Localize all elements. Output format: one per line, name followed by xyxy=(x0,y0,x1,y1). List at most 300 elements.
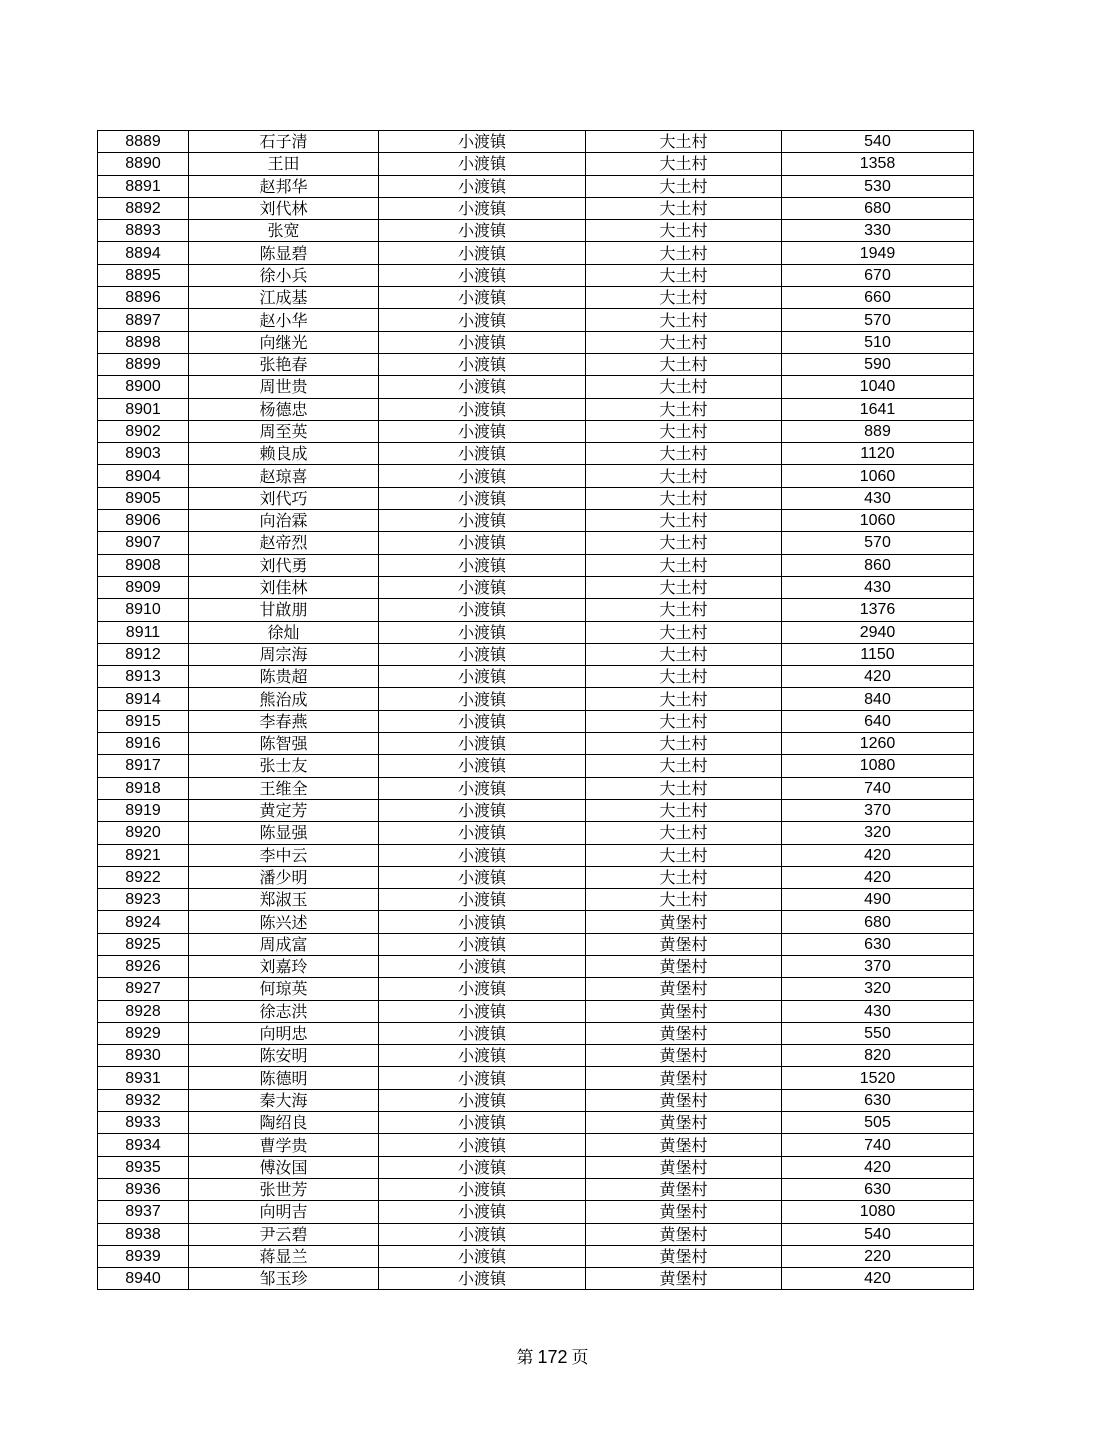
town-cell: 小渡镇 xyxy=(379,1112,586,1134)
page-footer xyxy=(0,1343,1105,1368)
table-row xyxy=(98,510,974,532)
town-cell: 小渡镇 xyxy=(379,955,586,977)
amount-cell: 670 xyxy=(782,264,974,286)
village-cell: 大土村 xyxy=(586,353,782,375)
name-cell: 刘代林 xyxy=(189,197,379,219)
amount-cell: 640 xyxy=(782,710,974,732)
name-cell: 陈显强 xyxy=(189,822,379,844)
table-row xyxy=(98,153,974,175)
row-number-cell: 8929 xyxy=(98,1022,189,1044)
amount-cell: 550 xyxy=(782,1022,974,1044)
roster-table xyxy=(97,130,974,1290)
name-cell: 陈智强 xyxy=(189,733,379,755)
table-row xyxy=(98,599,974,621)
name-cell: 王维全 xyxy=(189,777,379,799)
amount-cell: 1060 xyxy=(782,465,974,487)
amount-cell: 1949 xyxy=(782,242,974,264)
village-cell: 黄堡村 xyxy=(586,911,782,933)
town-cell: 小渡镇 xyxy=(379,554,586,576)
amount-cell: 540 xyxy=(782,1223,974,1245)
town-cell: 小渡镇 xyxy=(379,1268,586,1290)
name-cell: 向明吉 xyxy=(189,1201,379,1223)
village-cell: 大土村 xyxy=(586,621,782,643)
amount-cell: 1040 xyxy=(782,376,974,398)
row-number-cell: 8938 xyxy=(98,1223,189,1245)
village-cell: 黄堡村 xyxy=(586,1067,782,1089)
table-row xyxy=(98,822,974,844)
town-cell: 小渡镇 xyxy=(379,398,586,420)
name-cell: 熊治成 xyxy=(189,688,379,710)
name-cell: 何琼英 xyxy=(189,978,379,1000)
roster-table-body xyxy=(98,131,974,1290)
amount-cell: 889 xyxy=(782,420,974,442)
row-number-cell: 8939 xyxy=(98,1245,189,1267)
village-cell: 大土村 xyxy=(586,599,782,621)
town-cell: 小渡镇 xyxy=(379,1245,586,1267)
table-row xyxy=(98,398,974,420)
town-cell: 小渡镇 xyxy=(379,1067,586,1089)
village-cell: 大土村 xyxy=(586,242,782,264)
village-cell: 黄堡村 xyxy=(586,1022,782,1044)
amount-cell: 420 xyxy=(782,1156,974,1178)
table-row xyxy=(98,733,974,755)
name-cell: 陈德明 xyxy=(189,1067,379,1089)
table-row xyxy=(98,465,974,487)
amount-cell: 1358 xyxy=(782,153,974,175)
row-number-cell: 8933 xyxy=(98,1112,189,1134)
table-row xyxy=(98,576,974,598)
amount-cell: 220 xyxy=(782,1245,974,1267)
amount-cell: 630 xyxy=(782,1089,974,1111)
town-cell: 小渡镇 xyxy=(379,576,586,598)
village-cell: 大土村 xyxy=(586,799,782,821)
town-cell: 小渡镇 xyxy=(379,733,586,755)
name-cell: 江成基 xyxy=(189,287,379,309)
name-cell: 陈显碧 xyxy=(189,242,379,264)
village-cell: 大土村 xyxy=(586,487,782,509)
name-cell: 刘嘉玲 xyxy=(189,955,379,977)
table-row xyxy=(98,911,974,933)
table-row xyxy=(98,866,974,888)
name-cell: 赖良成 xyxy=(189,443,379,465)
town-cell: 小渡镇 xyxy=(379,242,586,264)
village-cell: 黄堡村 xyxy=(586,1089,782,1111)
town-cell: 小渡镇 xyxy=(379,621,586,643)
town-cell: 小渡镇 xyxy=(379,1000,586,1022)
amount-cell: 320 xyxy=(782,822,974,844)
town-cell: 小渡镇 xyxy=(379,487,586,509)
amount-cell: 370 xyxy=(782,799,974,821)
table-row xyxy=(98,197,974,219)
town-cell: 小渡镇 xyxy=(379,1178,586,1200)
village-cell: 黄堡村 xyxy=(586,1268,782,1290)
amount-cell: 1376 xyxy=(782,599,974,621)
amount-cell: 510 xyxy=(782,331,974,353)
town-cell: 小渡镇 xyxy=(379,175,586,197)
row-number-cell: 8927 xyxy=(98,978,189,1000)
table-row xyxy=(98,1178,974,1200)
row-number-cell: 8921 xyxy=(98,844,189,866)
village-cell: 大土村 xyxy=(586,376,782,398)
table-row xyxy=(98,287,974,309)
village-cell: 大土村 xyxy=(586,331,782,353)
row-number-cell: 8936 xyxy=(98,1178,189,1200)
village-cell: 大土村 xyxy=(586,844,782,866)
row-number-cell: 8902 xyxy=(98,420,189,442)
village-cell: 大土村 xyxy=(586,822,782,844)
name-cell: 蒋显兰 xyxy=(189,1245,379,1267)
table-row xyxy=(98,1201,974,1223)
amount-cell: 570 xyxy=(782,309,974,331)
name-cell: 赵小华 xyxy=(189,309,379,331)
village-cell: 大土村 xyxy=(586,532,782,554)
amount-cell: 430 xyxy=(782,576,974,598)
row-number-cell: 8908 xyxy=(98,554,189,576)
amount-cell: 540 xyxy=(782,131,974,153)
amount-cell: 320 xyxy=(782,978,974,1000)
name-cell: 石子清 xyxy=(189,131,379,153)
village-cell: 黄堡村 xyxy=(586,1201,782,1223)
row-number-cell: 8918 xyxy=(98,777,189,799)
table-row xyxy=(98,554,974,576)
village-cell: 大土村 xyxy=(586,777,782,799)
table-row xyxy=(98,799,974,821)
amount-cell: 420 xyxy=(782,666,974,688)
town-cell: 小渡镇 xyxy=(379,755,586,777)
table-row xyxy=(98,1268,974,1290)
village-cell: 大土村 xyxy=(586,510,782,532)
table-row xyxy=(98,1245,974,1267)
town-cell: 小渡镇 xyxy=(379,666,586,688)
row-number-cell: 8904 xyxy=(98,465,189,487)
row-number-cell: 8914 xyxy=(98,688,189,710)
village-cell: 大土村 xyxy=(586,264,782,286)
amount-cell: 530 xyxy=(782,175,974,197)
village-cell: 大土村 xyxy=(586,175,782,197)
row-number-cell: 8894 xyxy=(98,242,189,264)
town-cell: 小渡镇 xyxy=(379,710,586,732)
table-row xyxy=(98,1134,974,1156)
row-number-cell: 8932 xyxy=(98,1089,189,1111)
row-number-cell: 8913 xyxy=(98,666,189,688)
amount-cell: 680 xyxy=(782,197,974,219)
row-number-cell: 8903 xyxy=(98,443,189,465)
amount-cell: 1120 xyxy=(782,443,974,465)
name-cell: 邹玉珍 xyxy=(189,1268,379,1290)
table-row xyxy=(98,1112,974,1134)
name-cell: 张世芳 xyxy=(189,1178,379,1200)
amount-cell: 370 xyxy=(782,955,974,977)
table-row xyxy=(98,844,974,866)
amount-cell: 1520 xyxy=(782,1067,974,1089)
amount-cell: 1150 xyxy=(782,643,974,665)
amount-cell: 420 xyxy=(782,866,974,888)
row-number-cell: 8928 xyxy=(98,1000,189,1022)
row-number-cell: 8901 xyxy=(98,398,189,420)
table-row xyxy=(98,666,974,688)
town-cell: 小渡镇 xyxy=(379,1134,586,1156)
town-cell: 小渡镇 xyxy=(379,331,586,353)
table-row xyxy=(98,420,974,442)
amount-cell: 420 xyxy=(782,1268,974,1290)
village-cell: 大土村 xyxy=(586,755,782,777)
row-number-cell: 8892 xyxy=(98,197,189,219)
table-row xyxy=(98,532,974,554)
name-cell: 徐小兵 xyxy=(189,264,379,286)
amount-cell: 820 xyxy=(782,1045,974,1067)
amount-cell: 680 xyxy=(782,911,974,933)
name-cell: 李春燕 xyxy=(189,710,379,732)
amount-cell: 2940 xyxy=(782,621,974,643)
table-row xyxy=(98,1022,974,1044)
village-cell: 黄堡村 xyxy=(586,1245,782,1267)
row-number-cell: 8935 xyxy=(98,1156,189,1178)
village-cell: 大土村 xyxy=(586,866,782,888)
name-cell: 曹学贵 xyxy=(189,1134,379,1156)
table-row xyxy=(98,755,974,777)
name-cell: 刘代巧 xyxy=(189,487,379,509)
village-cell: 黄堡村 xyxy=(586,1000,782,1022)
row-number-cell: 8926 xyxy=(98,955,189,977)
table-row xyxy=(98,175,974,197)
village-cell: 大土村 xyxy=(586,153,782,175)
town-cell: 小渡镇 xyxy=(379,153,586,175)
village-cell: 黄堡村 xyxy=(586,1156,782,1178)
row-number-cell: 8909 xyxy=(98,576,189,598)
table-row xyxy=(98,933,974,955)
village-cell: 黄堡村 xyxy=(586,955,782,977)
village-cell: 大土村 xyxy=(586,220,782,242)
village-cell: 大土村 xyxy=(586,131,782,153)
town-cell: 小渡镇 xyxy=(379,911,586,933)
town-cell: 小渡镇 xyxy=(379,643,586,665)
row-number-cell: 8899 xyxy=(98,353,189,375)
town-cell: 小渡镇 xyxy=(379,844,586,866)
village-cell: 大土村 xyxy=(586,554,782,576)
row-number-cell: 8920 xyxy=(98,822,189,844)
village-cell: 黄堡村 xyxy=(586,978,782,1000)
town-cell: 小渡镇 xyxy=(379,420,586,442)
town-cell: 小渡镇 xyxy=(379,220,586,242)
name-cell: 向治霖 xyxy=(189,510,379,532)
row-number-cell: 8896 xyxy=(98,287,189,309)
name-cell: 秦大海 xyxy=(189,1089,379,1111)
row-number-cell: 8893 xyxy=(98,220,189,242)
town-cell: 小渡镇 xyxy=(379,688,586,710)
table-row xyxy=(98,220,974,242)
table-row xyxy=(98,978,974,1000)
footer-prefix: 第 xyxy=(516,1348,534,1368)
name-cell: 潘少明 xyxy=(189,866,379,888)
name-cell: 张士友 xyxy=(189,755,379,777)
name-cell: 黄定芳 xyxy=(189,799,379,821)
row-number-cell: 8930 xyxy=(98,1045,189,1067)
row-number-cell: 8931 xyxy=(98,1067,189,1089)
village-cell: 黄堡村 xyxy=(586,1112,782,1134)
town-cell: 小渡镇 xyxy=(379,1089,586,1111)
village-cell: 大土村 xyxy=(586,465,782,487)
town-cell: 小渡镇 xyxy=(379,978,586,1000)
amount-cell: 860 xyxy=(782,554,974,576)
table-row xyxy=(98,1045,974,1067)
amount-cell: 590 xyxy=(782,353,974,375)
table-row xyxy=(98,889,974,911)
name-cell: 赵帝烈 xyxy=(189,532,379,554)
amount-cell: 1260 xyxy=(782,733,974,755)
village-cell: 黄堡村 xyxy=(586,1045,782,1067)
table-row xyxy=(98,331,974,353)
table-row xyxy=(98,777,974,799)
row-number-cell: 8905 xyxy=(98,487,189,509)
name-cell: 傅汝国 xyxy=(189,1156,379,1178)
amount-cell: 420 xyxy=(782,844,974,866)
village-cell: 大土村 xyxy=(586,643,782,665)
amount-cell: 1641 xyxy=(782,398,974,420)
row-number-cell: 8919 xyxy=(98,799,189,821)
name-cell: 赵琼喜 xyxy=(189,465,379,487)
row-number-cell: 8922 xyxy=(98,866,189,888)
table-row xyxy=(98,353,974,375)
row-number-cell: 8907 xyxy=(98,532,189,554)
table-row xyxy=(98,643,974,665)
amount-cell: 330 xyxy=(782,220,974,242)
town-cell: 小渡镇 xyxy=(379,777,586,799)
name-cell: 尹云碧 xyxy=(189,1223,379,1245)
amount-cell: 570 xyxy=(782,532,974,554)
table-row xyxy=(98,1156,974,1178)
name-cell: 陈兴述 xyxy=(189,911,379,933)
row-number-cell: 8897 xyxy=(98,309,189,331)
village-cell: 大土村 xyxy=(586,443,782,465)
name-cell: 周世贵 xyxy=(189,376,379,398)
footer-suffix: 页 xyxy=(571,1348,589,1368)
table-row xyxy=(98,131,974,153)
town-cell: 小渡镇 xyxy=(379,866,586,888)
row-number-cell: 8934 xyxy=(98,1134,189,1156)
table-row xyxy=(98,955,974,977)
amount-cell: 740 xyxy=(782,777,974,799)
town-cell: 小渡镇 xyxy=(379,889,586,911)
row-number-cell: 8898 xyxy=(98,331,189,353)
amount-cell: 490 xyxy=(782,889,974,911)
name-cell: 刘佳林 xyxy=(189,576,379,598)
table-row xyxy=(98,1067,974,1089)
table-row xyxy=(98,309,974,331)
name-cell: 周成富 xyxy=(189,933,379,955)
row-number-cell: 8924 xyxy=(98,911,189,933)
row-number-cell: 8940 xyxy=(98,1268,189,1290)
row-number-cell: 8895 xyxy=(98,264,189,286)
town-cell: 小渡镇 xyxy=(379,799,586,821)
row-number-cell: 8937 xyxy=(98,1201,189,1223)
town-cell: 小渡镇 xyxy=(379,264,586,286)
amount-cell: 1060 xyxy=(782,510,974,532)
village-cell: 大土村 xyxy=(586,576,782,598)
name-cell: 向继光 xyxy=(189,331,379,353)
amount-cell: 505 xyxy=(782,1112,974,1134)
name-cell: 周宗海 xyxy=(189,643,379,665)
village-cell: 黄堡村 xyxy=(586,1134,782,1156)
town-cell: 小渡镇 xyxy=(379,309,586,331)
amount-cell: 1080 xyxy=(782,1201,974,1223)
town-cell: 小渡镇 xyxy=(379,287,586,309)
town-cell: 小渡镇 xyxy=(379,1156,586,1178)
amount-cell: 630 xyxy=(782,1178,974,1200)
village-cell: 大土村 xyxy=(586,197,782,219)
row-number-cell: 8910 xyxy=(98,599,189,621)
row-number-cell: 8911 xyxy=(98,621,189,643)
table-row xyxy=(98,264,974,286)
table-row xyxy=(98,1089,974,1111)
town-cell: 小渡镇 xyxy=(379,822,586,844)
town-cell: 小渡镇 xyxy=(379,1223,586,1245)
amount-cell: 660 xyxy=(782,287,974,309)
row-number-cell: 8890 xyxy=(98,153,189,175)
name-cell: 王田 xyxy=(189,153,379,175)
table-row xyxy=(98,376,974,398)
name-cell: 陈安明 xyxy=(189,1045,379,1067)
amount-cell: 740 xyxy=(782,1134,974,1156)
name-cell: 赵邦华 xyxy=(189,175,379,197)
table-row xyxy=(98,688,974,710)
page-number: 172 xyxy=(537,1347,568,1367)
village-cell: 黄堡村 xyxy=(586,933,782,955)
row-number-cell: 8925 xyxy=(98,933,189,955)
name-cell: 李中云 xyxy=(189,844,379,866)
amount-cell: 430 xyxy=(782,487,974,509)
row-number-cell: 8916 xyxy=(98,733,189,755)
village-cell: 大土村 xyxy=(586,398,782,420)
town-cell: 小渡镇 xyxy=(379,532,586,554)
name-cell: 徐灿 xyxy=(189,621,379,643)
name-cell: 甘啟朋 xyxy=(189,599,379,621)
village-cell: 大土村 xyxy=(586,733,782,755)
town-cell: 小渡镇 xyxy=(379,443,586,465)
village-cell: 大土村 xyxy=(586,309,782,331)
name-cell: 陶绍良 xyxy=(189,1112,379,1134)
village-cell: 大土村 xyxy=(586,889,782,911)
village-cell: 大土村 xyxy=(586,688,782,710)
table-row xyxy=(98,1000,974,1022)
name-cell: 刘代勇 xyxy=(189,554,379,576)
town-cell: 小渡镇 xyxy=(379,465,586,487)
row-number-cell: 8923 xyxy=(98,889,189,911)
row-number-cell: 8891 xyxy=(98,175,189,197)
town-cell: 小渡镇 xyxy=(379,510,586,532)
name-cell: 张宽 xyxy=(189,220,379,242)
row-number-cell: 8912 xyxy=(98,643,189,665)
name-cell: 徐志洪 xyxy=(189,1000,379,1022)
town-cell: 小渡镇 xyxy=(379,1201,586,1223)
name-cell: 陈贵超 xyxy=(189,666,379,688)
amount-cell: 1080 xyxy=(782,755,974,777)
village-cell: 大土村 xyxy=(586,287,782,309)
row-number-cell: 8915 xyxy=(98,710,189,732)
table-row xyxy=(98,443,974,465)
village-cell: 黄堡村 xyxy=(586,1223,782,1245)
town-cell: 小渡镇 xyxy=(379,376,586,398)
name-cell: 向明忠 xyxy=(189,1022,379,1044)
village-cell: 大土村 xyxy=(586,420,782,442)
town-cell: 小渡镇 xyxy=(379,1022,586,1044)
row-number-cell: 8906 xyxy=(98,510,189,532)
town-cell: 小渡镇 xyxy=(379,353,586,375)
amount-cell: 430 xyxy=(782,1000,974,1022)
village-cell: 大土村 xyxy=(586,666,782,688)
amount-cell: 630 xyxy=(782,933,974,955)
table-row xyxy=(98,621,974,643)
table-row xyxy=(98,487,974,509)
